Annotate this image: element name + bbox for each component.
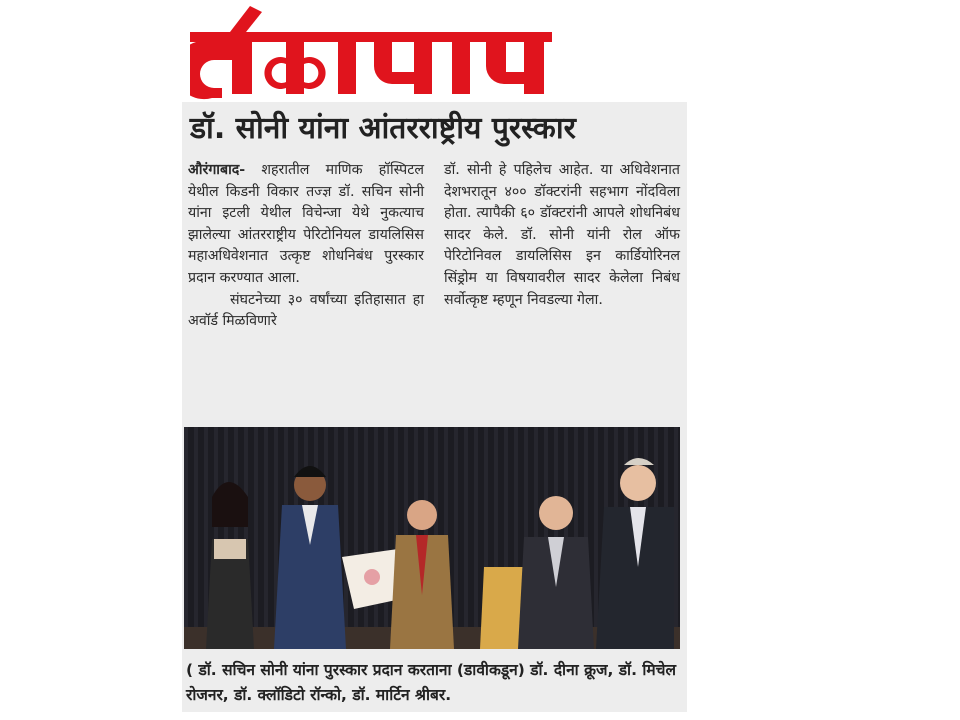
award-ceremony-photo <box>184 427 680 649</box>
lokmat-logo <box>190 4 552 100</box>
article-column-left <box>188 160 424 333</box>
article-headline: डॉ. सोनी यांना आंतरराष्ट्रीय पुरस्कार <box>190 111 576 146</box>
news-clipping <box>182 102 687 712</box>
article-paragraph-1: शहरातील माणिक हॉस्पिटल येथील किडनी विकार तज्ज्ञ डॉ. सचिन सोनी यांना इटली येथील विचेन्जा येथे नुकत्याच झालेल्या आंतरराष्ट्रीय पेरिटोनियल डायलिसिस महाअधिवेशनात उत्कृष्ट शोधनिबंध पुरस्कार प्रदान करण्यात आला. <box>188 162 424 286</box>
article-dateline: औरंगाबाद- <box>188 162 246 178</box>
article-paragraph-2-continued: डॉ. सोनी हे पहिलेच आहेत. या अधिवेशनात देशभरातून ४०० डॉक्टरांनी सहभाग नोंदविला होता. त्यापैकी ६० डॉक्टरांनी आपले शोधनिबंध सादर केले. डॉ. सोनी यांनी रोल ऑफ पेरिटोनिवल डायलिसिस इन कार्डियोरिनल सिंड्रोम या विषयावरील सादर केलेला निबंध सर्वोत्कृष्ट म्हणून निवडल्या गेला. <box>444 162 680 308</box>
article-paragraph-2-start: संघटनेच्या ३० वर्षांच्या इतिहासात हा अवॉर्ड मिळविणारे <box>188 291 424 330</box>
photo-caption: ( डॉ. सचिन सोनी यांना पुरस्कार प्रदान करताना (डावीकडून) डॉ. दीना क्रूज, डॉ. मिचेल रोजनर, डॉ. क्लॉडिटो रॉन्को, डॉ. मार्टिन श्रीबर. <box>186 661 676 704</box>
article-column-right <box>444 160 680 311</box>
